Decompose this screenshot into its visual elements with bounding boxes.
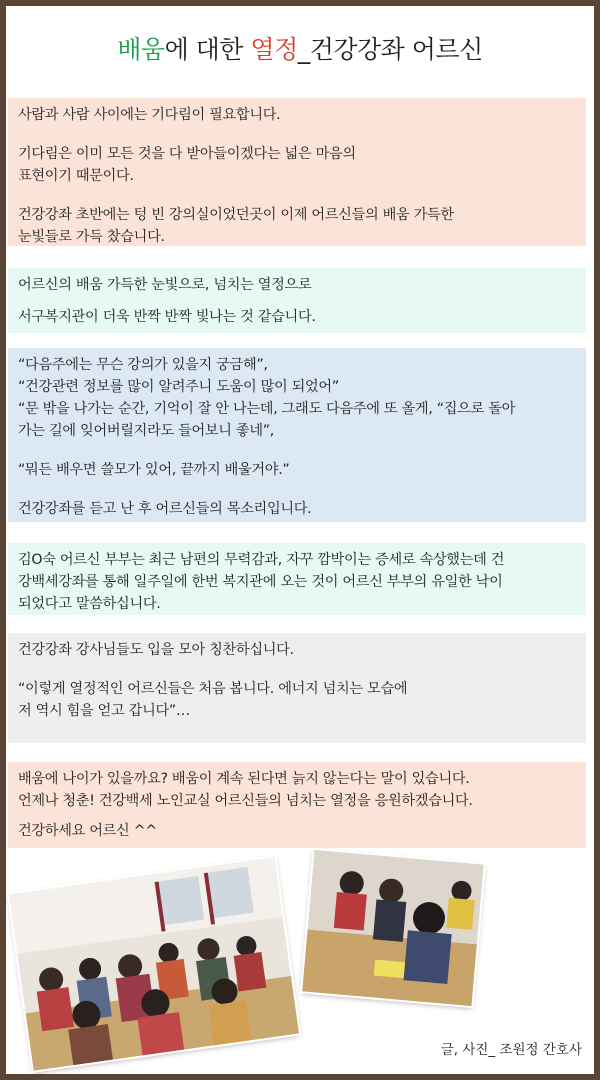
text-line: 표현이기 때문이다. [18, 168, 134, 184]
title-about: 에 대한 [164, 35, 251, 64]
text-line: 언제나 청춘! 건강백세 노인교실 어르신들의 넘치는 열정을 응원하겠습니다. [18, 793, 473, 809]
section-waiting [8, 98, 586, 246]
text-line: 배움에 나이가 있을까요? 배움이 계속 된다면 늙지 않는다는 말이 있습니다. [18, 771, 470, 787]
text-line: 사람과 사람 사이에는 기다림이 필요합니다. [18, 107, 281, 123]
text-line: 가는 길에 잊어버릴지라도 들어보니 좋네”, [18, 423, 274, 439]
text-line: “뭐든 배우면 쓸모가 있어, 끝까지 배울거야.” [18, 462, 290, 478]
section-instructors [8, 633, 586, 743]
text-line: “건강관련 정보를 많이 알려주니 도움이 많이 되었어” [18, 379, 339, 395]
text-line: “문 밖을 나가는 순간, 기억이 잘 안 나는데, 그래도 다음주에 또 올게, “집으로 돌아 [18, 401, 516, 417]
page-title [0, 30, 600, 66]
text-line: 건강강좌를 듣고 난 후 어르신들의 목소리입니다. [18, 501, 312, 517]
section-shining [8, 268, 586, 333]
photo-credit: 글, 사진_ 조원정 간호사 [440, 1042, 582, 1058]
text-line: 어르신의 배움 가득한 눈빛으로, 넘치는 열정으로 [18, 277, 312, 293]
text-line: 저 역시 힘을 얻고 갑니다”… [18, 703, 190, 719]
section-voices [8, 348, 586, 522]
title-lecture: _건강강좌 어르신 [297, 35, 483, 64]
students-writing-photo [302, 850, 484, 1006]
text-line: “이렇게 열정적인 어르신들은 처음 봅니다. 에너지 넘치는 모습에 [18, 681, 408, 697]
text-line: 눈빛들로 가득 찼습니다. [18, 229, 165, 245]
text-line: 건강강좌 초반에는 텅 빈 강의실이었던곳이 이제 어르신들의 배움 가득한 [18, 207, 454, 223]
text-line: “다음주에는 무슨 강의가 있을지 궁금해”, [18, 357, 268, 373]
title-learning: 배움 [117, 35, 165, 64]
text-line: 되었다고 말씀하십니다. [18, 596, 161, 612]
text-line: 강백세강좌를 통해 일주일에 한번 복지관에 오는 것이 어르신 부부의 유일한 낙이 [18, 574, 503, 590]
text-line: 기다림은 이미 모든 것을 다 받아들이겠다는 넓은 마음의 [18, 146, 356, 162]
title-passion: 열정 [250, 35, 298, 64]
section-cheer [8, 762, 586, 848]
text-line: 건강강좌 강사님들도 입을 모아 칭찬하십니다. [18, 642, 294, 658]
section-couple [8, 543, 586, 615]
text-line: 서구복지관이 더욱 반짝 반짝 빛나는 것 같습니다. [18, 309, 316, 325]
text-line: 건강하세요 어르신 ^^ [18, 823, 157, 839]
classroom-photo [9, 857, 299, 1071]
text-line: 김O숙 어르신 부부는 최근 남편의 무력감과, 자꾸 깜박이는 증세로 속상했는데 건 [18, 552, 505, 568]
